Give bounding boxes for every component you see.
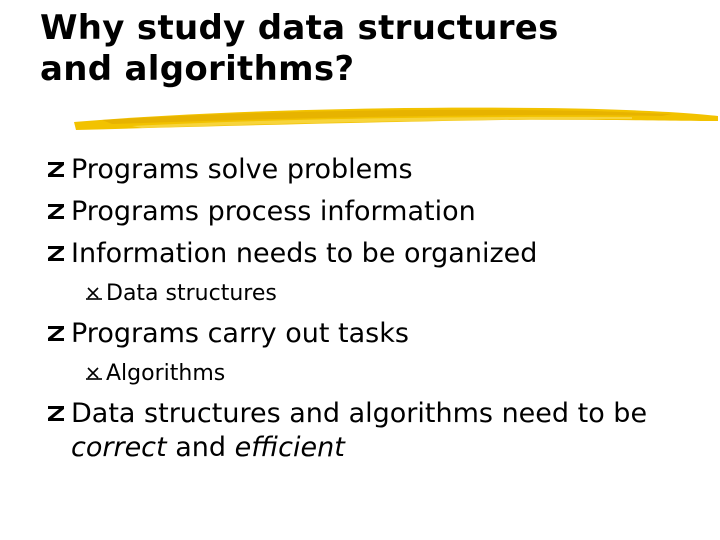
correct-emphasis: correct — [71, 432, 167, 463]
bullet-4 — [46, 317, 409, 351]
z-bullet-icon — [46, 195, 71, 229]
bullet-1-text: Programs solve problems — [71, 154, 413, 185]
x-bullet-icon — [84, 360, 106, 388]
bullet-5-text: Data structures and algorithms need to be — [71, 398, 648, 429]
title-line-2: and algorithms? — [40, 49, 355, 89]
z-bullet-icon — [46, 237, 71, 271]
bullet-5 — [46, 397, 696, 465]
bullet-3-text: Information needs to be organized — [71, 238, 538, 269]
bullet-2 — [46, 195, 476, 229]
z-bullet-icon — [46, 397, 71, 431]
sub-bullet-2 — [84, 360, 225, 388]
z-bullet-icon — [46, 317, 71, 351]
z-bullet-icon — [46, 153, 71, 187]
and-connector: and — [166, 432, 235, 463]
bullet-2-text: Programs process information — [71, 196, 476, 227]
efficient-emphasis: efficient — [234, 432, 345, 463]
bullet-5-continuation — [46, 431, 696, 465]
x-bullet-icon — [84, 280, 106, 308]
sub-bullet-1 — [84, 280, 277, 308]
bullet-1 — [46, 153, 413, 187]
bullet-4-text: Programs carry out tasks — [71, 318, 409, 349]
sub-bullet-1-text: Data structures — [106, 281, 277, 306]
bullet-3 — [46, 237, 537, 271]
title-line-1: Why study data structures — [40, 8, 559, 48]
sub-bullet-2-text: Algorithms — [106, 361, 226, 386]
